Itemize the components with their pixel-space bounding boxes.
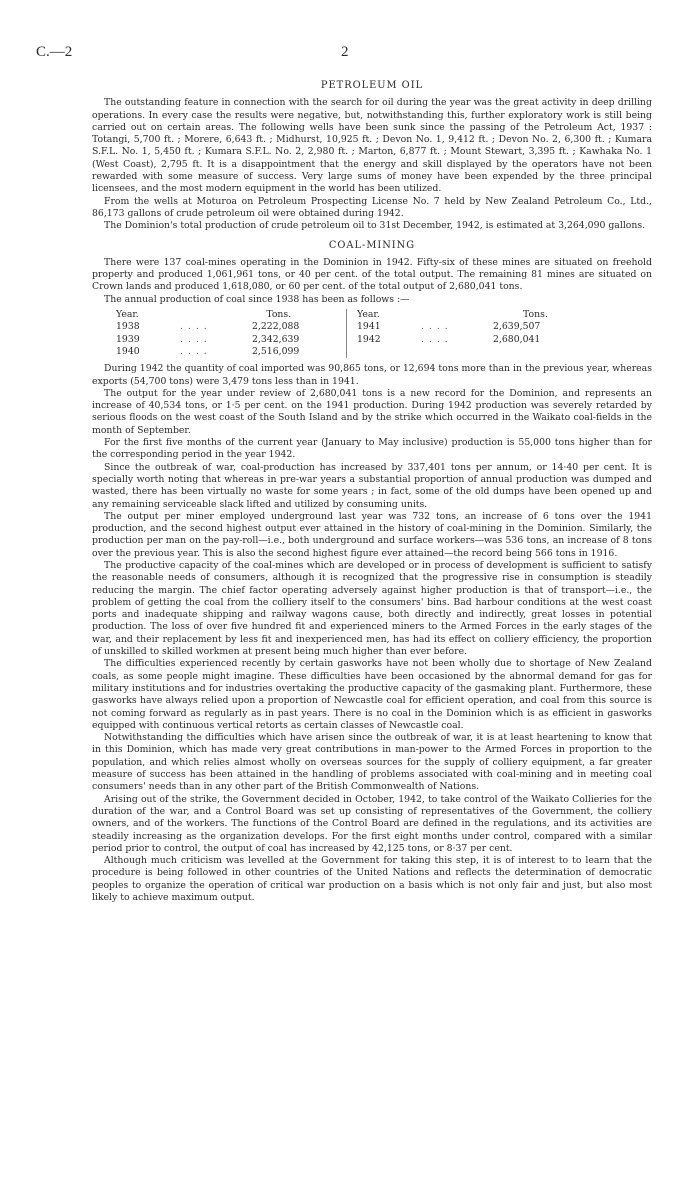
table-cell-tons: 2,516,099 [252,345,300,357]
table-row [116,321,346,333]
table-cell-year: 1939 [116,333,140,345]
table-row [357,321,613,333]
table-row [357,334,613,346]
paragraph: The productive capacity of the coal-mines which are developed or in process of development is sufficient to satisfy the reasonable needs of consumers, although it is recognized that the progressive rise in consumption is steadily reducing the margin. The chief factor operating adversely against higher production is that of transport—i.e., the problem of getting the coal from the colliery itself to the consumers' bins. Bad harbour conditions at the west coast ports and inadequate shipping and railway wagons cause, both directly and indirectly, great losses in potential production. The loss of over five hundred fit and experienced miners to the Armed Forces in the early stages of the war, and their replacement by less fit and inexperienced men, has had its effect on colliery efficiency, the proportion of unskilled to skilled workmen at present being much higher than ever before. [92,559,652,658]
table-cell-tons: 2,680,041 [493,333,541,345]
table-leader-dots: . . . . [180,333,208,345]
paragraph: The output per miner employed underground last year was 732 tons, an increase of 6 tons over the 1941 production, and the second highest output ever attained in the history of coal-mining in the Dominion. Similarly, the production per man on the pay-roll—i.e., both underground and surface workers—was 536 tons, an increase of 8 tons over the previous year. This is also the second highest figure ever attained—the record being 566 tons in 1916. [92,510,652,559]
table-leader-dots: . . . . [180,345,208,357]
table-cell-year: 1938 [116,321,140,333]
paragraph: The output for the year under review of 2,680,041 tons is a new record for the Dominion, and represents an increase of 40,534 tons, or 1·5 per cent. on the 1941 production. During 1942 production was severely retarded by serious floods on the west coast of the South Island and by the strike which occurred in the Waikato coal-fields in the month of September. [92,387,652,436]
coal-production-table [116,309,548,358]
table-row [116,334,346,346]
paragraph: The difficulties experienced recently by certain gasworks have not been wholly due to shortage of New Zealand coals, as some people might imagine. These difficulties have been occasioned by the abnormal demand for gas for military institutions and for industries overtaking the productive capacity of the gasmaking plant. Furthermore, these gasworks have always relied upon a proportion of Newcastle coal for efficient operation, and coal from this source is not coming forward as regularly as in past years. There is no coal in the Dominion which is as efficient in gasworks equipped with continuous vertical retorts as certain classes of Newcastle coal. [92,658,652,731]
table-cell-year: 1941 [357,321,381,333]
paragraph: The Dominion's total production of crude petroleum oil to 31st December, 1942, is estimated at 3,264,090 gallons. [104,220,646,232]
table-cell-tons: 2,222,088 [252,321,300,333]
tons-header: Tons. [523,309,548,321]
paragraph: Arising out of the strike, the Government decided in October, 1942, to take control of the Waikato Collieries for the duration of the war, and a Control Board was set up consisting of representatives of the Government, the colliery owners, and of the workers. The functions of the Control Board are defined in the regulations, and its activities are steadily increasing as the organization develops. For the first eight months under control, compared with a similar period prior to control, the output of coal has increased by 42,125 tons, or 8·37 per cent. [92,793,652,854]
page-body [92,80,652,904]
paragraph: During 1942 the quantity of coal imported was 90,865 tons, or 12,694 tons more than in the previous year, whereas exports (54,700 tons) were 3,479 tons less than in 1941. [92,363,652,387]
table-column-left [116,309,346,358]
table-cell-tons: 2,342,639 [252,333,300,345]
table-cell-tons: 2,639,507 [493,321,541,333]
table-row [116,346,346,358]
paragraph: Although much criticism was levelled at the Government for taking this step, it is of interest to to learn that the procedure is being followed in other countries of the United Nations and reflects the determination of democratic peoples to organize the operation of critical war production on a basis which is not only fair and just, but also most likely to achieve maximum output. [92,855,652,903]
year-header: Year. [116,309,139,321]
section-heading-coal-mining: COAL-MINING [328,239,416,251]
paragraph: Since the outbreak of war, coal-production has increased by 337,401 tons per annum, or 14·40 per cent. It is specially worth noting that whereas in pre-war years a substantial proportion of annual production was dumped and wasted, there has been virtually no waste for some years ; in fact, some of the old dumps have been opened up and any remaining serviceable slack lifted and utilized by consuming units. [92,461,652,510]
page-header [36,44,666,62]
document-reference: C.—2 [36,44,73,60]
page-number: 2 [341,44,349,60]
table-cell-year: 1940 [116,345,140,357]
paragraph: From the wells at Moturoa on Petroleum Prospecting License No. 7 held by New Zealand Petroleum Co., Ltd., 86,173 gallons of crude petroleum oil were obtained during 1942. [92,195,652,219]
table-column-right [346,309,613,358]
table-header-row [116,309,346,321]
table-leader-dots: . . . . [421,333,449,345]
paragraph: There were 137 coal-mines operating in the Dominion in 1942. Fifty-six of these mines are situated on freehold property and produced 1,061,961 tons, or 40 per cent. of the total output. The remaining 81 mines are situated on Crown lands and produced 1,618,080, or 60 per cent. of the total output of 2,680,041 tons. [92,256,652,293]
tons-header: Tons. [266,309,292,321]
paragraph: The outstanding feature in connection with the search for oil during the year was the great activity in deep drilling operations. In every case the results were negative, but, notwithstanding this, further exploratory work is still being carried out on certain areas. The following wells have been sunk since the passing of the Petroleum Act, 1937 : Totangi, 5,700 ft. ; Morere, 6,643 ft. ; Midhurst, 10,925 ft. ; Devon No. 1, 9,412 ft. ; Devon No. 2, 6,300 ft. ; Kumara S.F.L. No. 1, 5,450 ft. ; Kumara S.F.L. No. 2, 2,980 ft. ; Marton, 6,877 ft. ; Mount Stewart, 3,395 ft. ; Kawhaka No. 1 (West Coast), 2,795 ft. It is a disappointment that the energy and skill displayed by the operators have not been rewarded with some measure of success. Very large sums of money have been expended by the three principal licensees, and the most modern equipment in the world has been utilized. [92,97,652,195]
table-leader-dots: . . . . [180,321,208,333]
table-header-row [357,309,613,321]
paragraph: Notwithstanding the difficulties which have arisen since the outbreak of war, it is at least heartening to know that in this Dominion, which has made very great contributions in man-power to the Armed Forces in proportion to the population, and which relies almost wholly on overseas sources for the supply of colliery equipment, a far greater measure of success has been attained in the handling of problems associated with coal-mining and in meeting coal consumers' needs than in any other part of the British Commonwealth of Nations. [92,732,652,793]
paragraph: The annual production of coal since 1938 has been as follows :— [104,293,410,305]
paragraph: For the first five months of the current year (January to May inclusive) production is 55,000 tons higher than for the corresponding period in the year 1942. [92,437,652,461]
table-cell-year: 1942 [357,333,381,345]
section-heading-petroleum: PETROLEUM OIL [320,80,424,91]
table-leader-dots: . . . . [421,321,449,333]
year-header: Year. [357,309,380,321]
